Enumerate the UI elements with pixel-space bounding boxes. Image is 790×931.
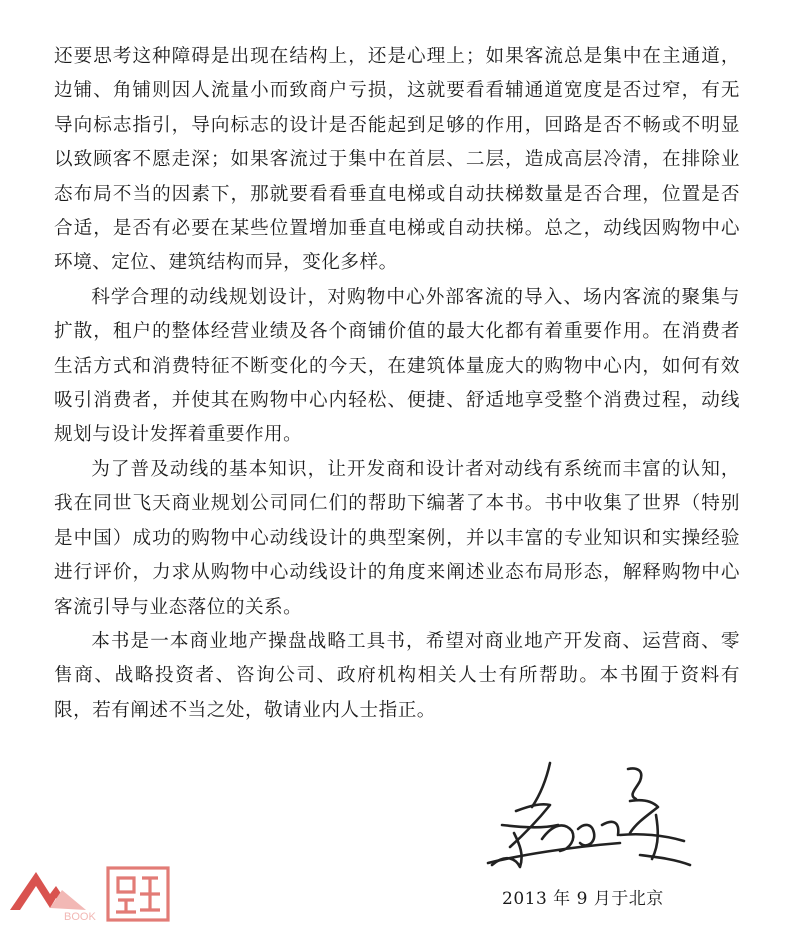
paragraph-4: 本书是一本商业地产操盘战略工具书，希望对商业地产开发商、运营商、零售商、战略投资者、咨询公司、政府机构相关人士有所帮助。本书囿于资料有限，若有阐述不当之处，敬请业内人士指正。	[54, 630, 740, 721]
body-text	[54, 40, 740, 728]
logo-text: BOOK	[64, 911, 96, 923]
paragraph-1: 还要思考这种障碍是出现在结构上，还是心理上；如果客流总是集中在主通道，边铺、角铺则因人流量小而致商户亏损，这就要看看辅通道宽度是否过窄，有无导向标志指引，导向标志的设计是否能起到足够的作用，回路是否不畅或不明显以致顾客不愿走深；如果客流过于集中在首层、二层，造成高层冷清，在排除业态布局不当的因素下，那就要看看垂直电梯或自动扶梯数量是否合理，位置是否合适，是否有必要在某些位置增加垂直电梯或自动扶梯。总之，动线因购物中心环境、定位、建筑结构而异，变化多样。	[54, 46, 740, 274]
handwritten-signature	[480, 755, 700, 880]
seal-logo-icon	[104, 864, 172, 924]
paragraph-2: 科学合理的动线规划设计，对购物中心外部客流的导入、场内客流的聚集与扩散，租户的整体经营业绩及各个商铺价值的最大化都有着重要作用。在消费者生活方式和消费特征不断变化的今天，在建筑体量庞大的购物中心内，如何有效吸引消费者，并使其在购物中心内轻松、便捷、舒适地享受整个消费过程，动线规划与设计发挥着重要作用。	[54, 286, 740, 446]
book-a-logo-icon	[6, 864, 96, 923]
paragraph-3: 为了普及动线的基本知识，让开发商和设计者对动线有系统而丰富的认知，我在同世飞天商业规划公司同仁们的帮助下编著了本书。书中收集了世界（特别是中国）成功的购物中心动线设计的典型案例，并以丰富的专业知识和实操经验进行评价，力求从购物中心动线设计的角度来阐述业态布局形态，解释购物中心客流引导与业态落位的关系。	[54, 458, 740, 618]
date-line: 2013 年 9 月于北京	[502, 889, 664, 909]
